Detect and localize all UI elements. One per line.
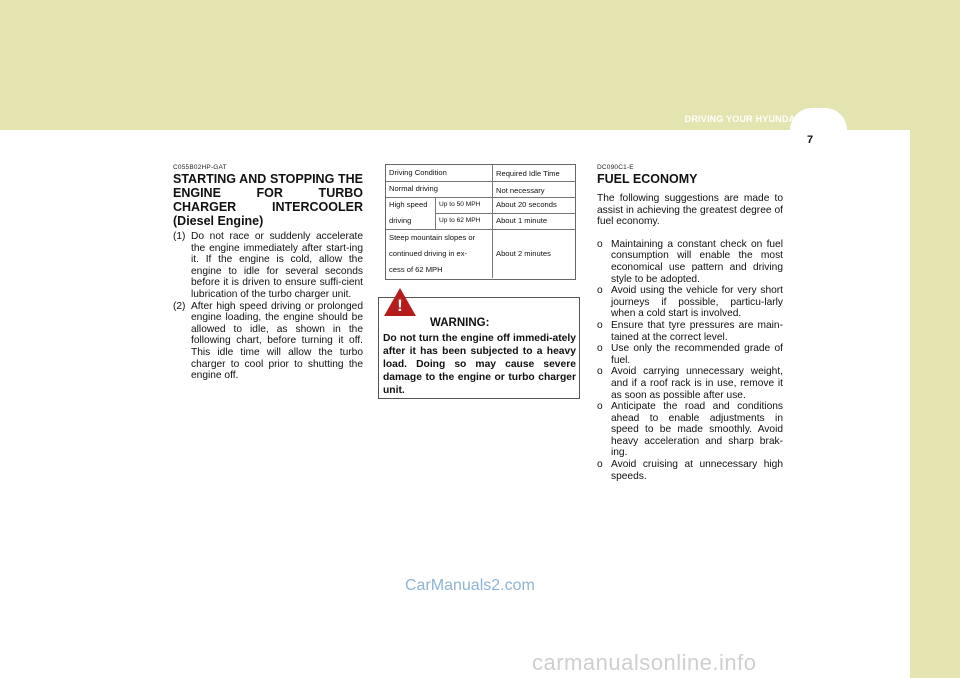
list-item: (2) After high speed driving or prolonged engine loading, the engine should be allowed to idle, as shown in the following chart, before turning it off. This idle time will allow the turbo charger to cool prior to shutting the engine off.: [173, 300, 363, 382]
turbo-steps: [173, 231, 363, 382]
header-condition: Driving Condition: [386, 165, 492, 182]
row-sub-50: Up to 50 MPH: [436, 198, 492, 214]
intro-text: The following suggestions are made to assist in achieving the greatest degree of fuel economy.: [597, 193, 783, 228]
section-title: STARTING AND STOPPING THE ENGINE FOR TURBO CHARGER INTERCOOLER (Diesel Engine): [173, 172, 363, 228]
warning-title: WARNING:: [430, 317, 490, 329]
chapter-number: 2: [804, 107, 814, 126]
page-number: 7: [806, 134, 814, 146]
list-item: o Maintaining a constant check on fuel consumption will enable the most economical use pattern and driving style to be adopted.: [597, 238, 783, 285]
header-band: [0, 0, 910, 130]
list-item: o Use only the recommended grade of fuel.: [597, 343, 783, 366]
section-code: C055B02HP-GAT: [173, 164, 227, 171]
right-margin-band: [910, 0, 960, 678]
row-normal: Normal driving: [386, 182, 492, 198]
row-normal-idle: Not necessary: [493, 182, 575, 198]
list-item: (1) Do not race or suddenly accelerate the engine immediately after start-ing it. If the engine is cold, allow the engine to idle for several seconds before it is driven to ensure suffi-cient lubrication of the turbo charger unit.: [173, 231, 363, 300]
turbo-section: [173, 164, 363, 382]
fuel-section: [597, 164, 783, 482]
list-item: o Avoid cruising at unnecessary high speeds.: [597, 459, 783, 482]
list-item: o Avoid using the vehicle for very short journeys if possible, particu-larly when a cold start is involved.: [597, 285, 783, 320]
warning-text: Do not turn the engine off immedi-ately after it has been subjected to a heavy load. Doing so may cause severe damage to the engine or turbo charger unit.: [383, 333, 576, 396]
list-item: o Ensure that tyre pressures are main-tained at the correct level.: [597, 319, 783, 343]
chapter-label: DRIVING YOUR HYUNDAI: [684, 114, 798, 124]
header-idle: Required Idle Time: [493, 165, 575, 182]
row-sub-50-idle: About 20 seconds: [493, 198, 575, 214]
row-sub-62-idle: About 1 minute: [493, 214, 575, 230]
watermark-footer: carmanualsonline.info: [532, 650, 757, 675]
idle-time-chart: [385, 164, 576, 280]
list-item: o Avoid carrying unnecessary weight, and if a roof rack is in use, remove it as soon as possible after use.: [597, 366, 783, 401]
exclamation-icon: !: [397, 296, 403, 315]
watermark-link[interactable]: CarManuals2.com: [405, 577, 535, 594]
section-code: DC090C1-E: [597, 164, 634, 171]
row-steep-idle: About 2 minutes: [496, 249, 551, 258]
section-title: FUEL ECONOMY: [597, 172, 698, 186]
row-steep: Steep mountain slopes or continued driving in ex- cess of 62 MPH: [389, 233, 476, 274]
row-high-speed: High speed driving: [386, 198, 435, 230]
list-item: o Anticipate the road and conditions ahead to enable adjustments in speed to be made smoothly. Avoid heavy acceleration and sharp brak-ing.: [597, 401, 783, 459]
row-sub-62: Up to 62 MPH: [436, 214, 492, 230]
fuel-tips: [597, 239, 783, 482]
